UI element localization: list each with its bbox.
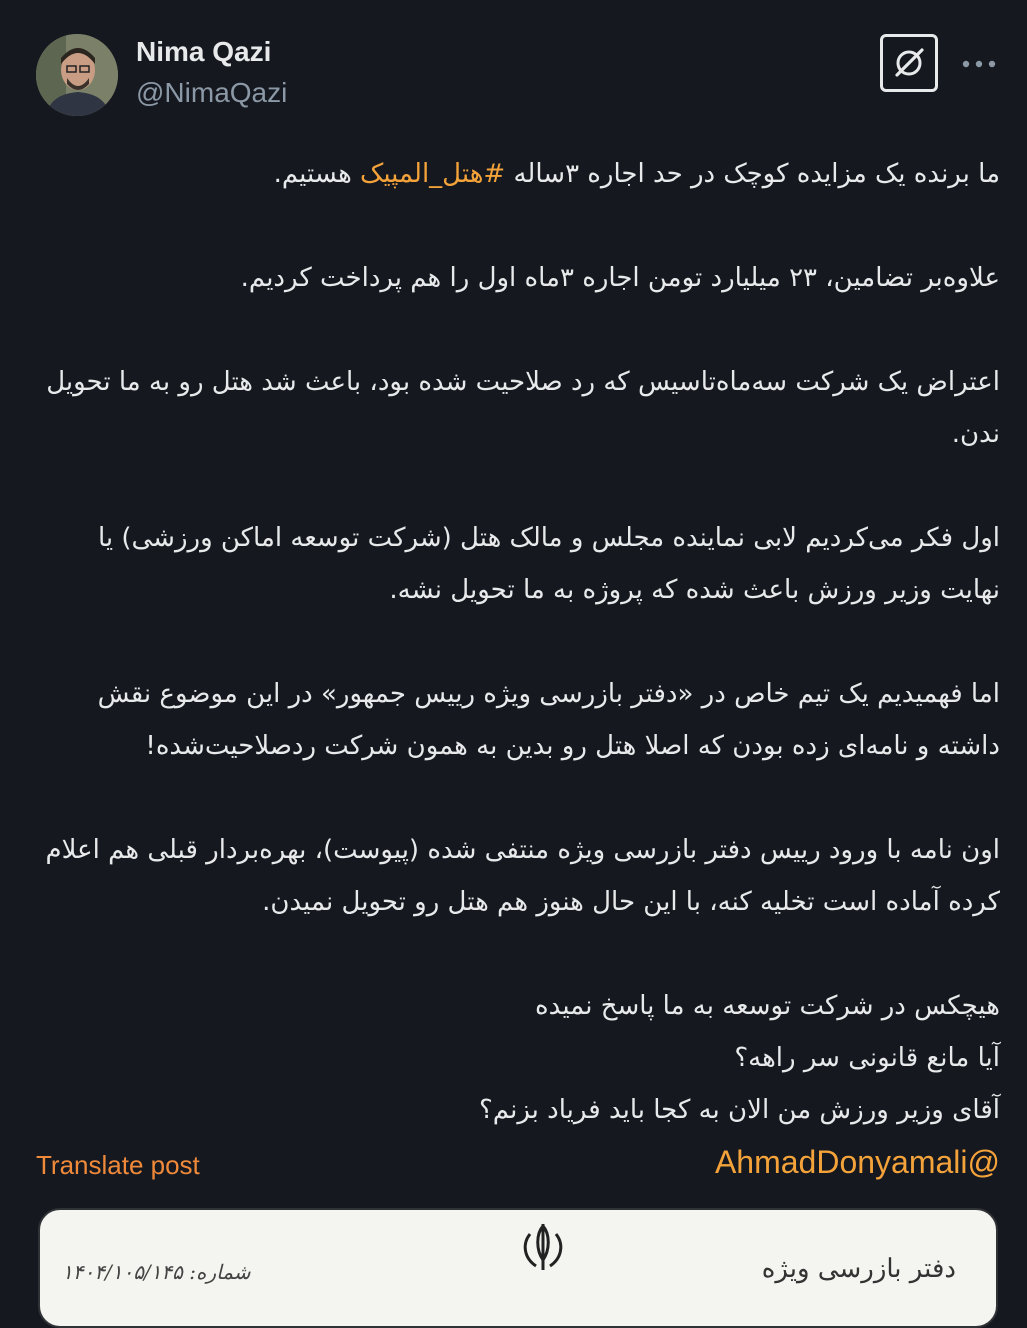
more-button[interactable] (958, 46, 1000, 82)
avatar[interactable] (36, 34, 118, 116)
grok-icon (890, 44, 928, 82)
post-paragraph-5: اما فهمیدیم یک تیم خاص در «دفتر بازرسی ویژه رییس جمهور» در این موضوع نقش داشته و نامه‌ای زده بودن که اصلا هتل رو بدین به همون شرکت ردصلاحیت‌شده! (97, 679, 1000, 761)
post-body (30, 148, 1000, 1188)
iran-emblem-icon (518, 1220, 568, 1276)
post-text: هستیم. (273, 159, 361, 189)
grok-button[interactable] (880, 34, 938, 92)
attached-image[interactable] (38, 1208, 998, 1328)
mention-link[interactable]: @AhmadDonyamali (714, 1144, 1000, 1180)
post-line: آقای وزیر ورزش من الان به کجا باید فریاد بزنم؟ (478, 1095, 1000, 1125)
author-name[interactable]: Nima Qazi (136, 36, 272, 67)
post-line: آیا مانع قانونی سر راهه؟ (734, 1043, 1000, 1073)
post-paragraph-2: علاوه‌بر تضامین، ۲۳ میلیارد تومن اجاره ۳ماه اول را هم پرداخت کردیم. (240, 263, 1000, 293)
more-icon (961, 59, 997, 69)
post-paragraph-1 (30, 148, 1000, 200)
author-handle[interactable]: @NimaQazi (136, 77, 288, 108)
post-text: ما برنده یک مزایده کوچک در حد اجاره ۳ساله (505, 159, 1000, 189)
post-paragraph-4: اول فکر می‌کردیم لابی نماینده مجلس و مالک هتل (شرکت توسعه اماکن ورزشی) یا نهایت وزیر ورزش باعث شده که پروژه به ما تحویل نشه. (97, 523, 1000, 605)
post-paragraph-3: اعتراض یک شرکت سه‌ماه‌تاسیس که رد صلاحیت شده بود، باعث شد هتل رو به ما تحویل ندن. (46, 367, 1000, 449)
document-number: شماره: ۱۴۰۴/۱۰۵/۱۴۵ (62, 1260, 251, 1284)
post-line: هیچکس در شرکت توسعه به ما پاسخ نمیده (535, 991, 1000, 1021)
post-paragraph-6: اون نامه با ورود رییس دفتر بازرسی ویژه منتفی شده (پیوست)، بهره‌بردار قبلی هم اعلام کرده آماده است تخلیه کنه، با این حال هنوز هم هتل رو تحویل نمیدن. (45, 835, 1000, 917)
document-header-text: دفتر بازرسی ویژه (761, 1254, 956, 1284)
translate-post-link[interactable]: Translate post (36, 1150, 200, 1180)
hashtag-link[interactable]: #هتل_المپیک (360, 159, 506, 189)
